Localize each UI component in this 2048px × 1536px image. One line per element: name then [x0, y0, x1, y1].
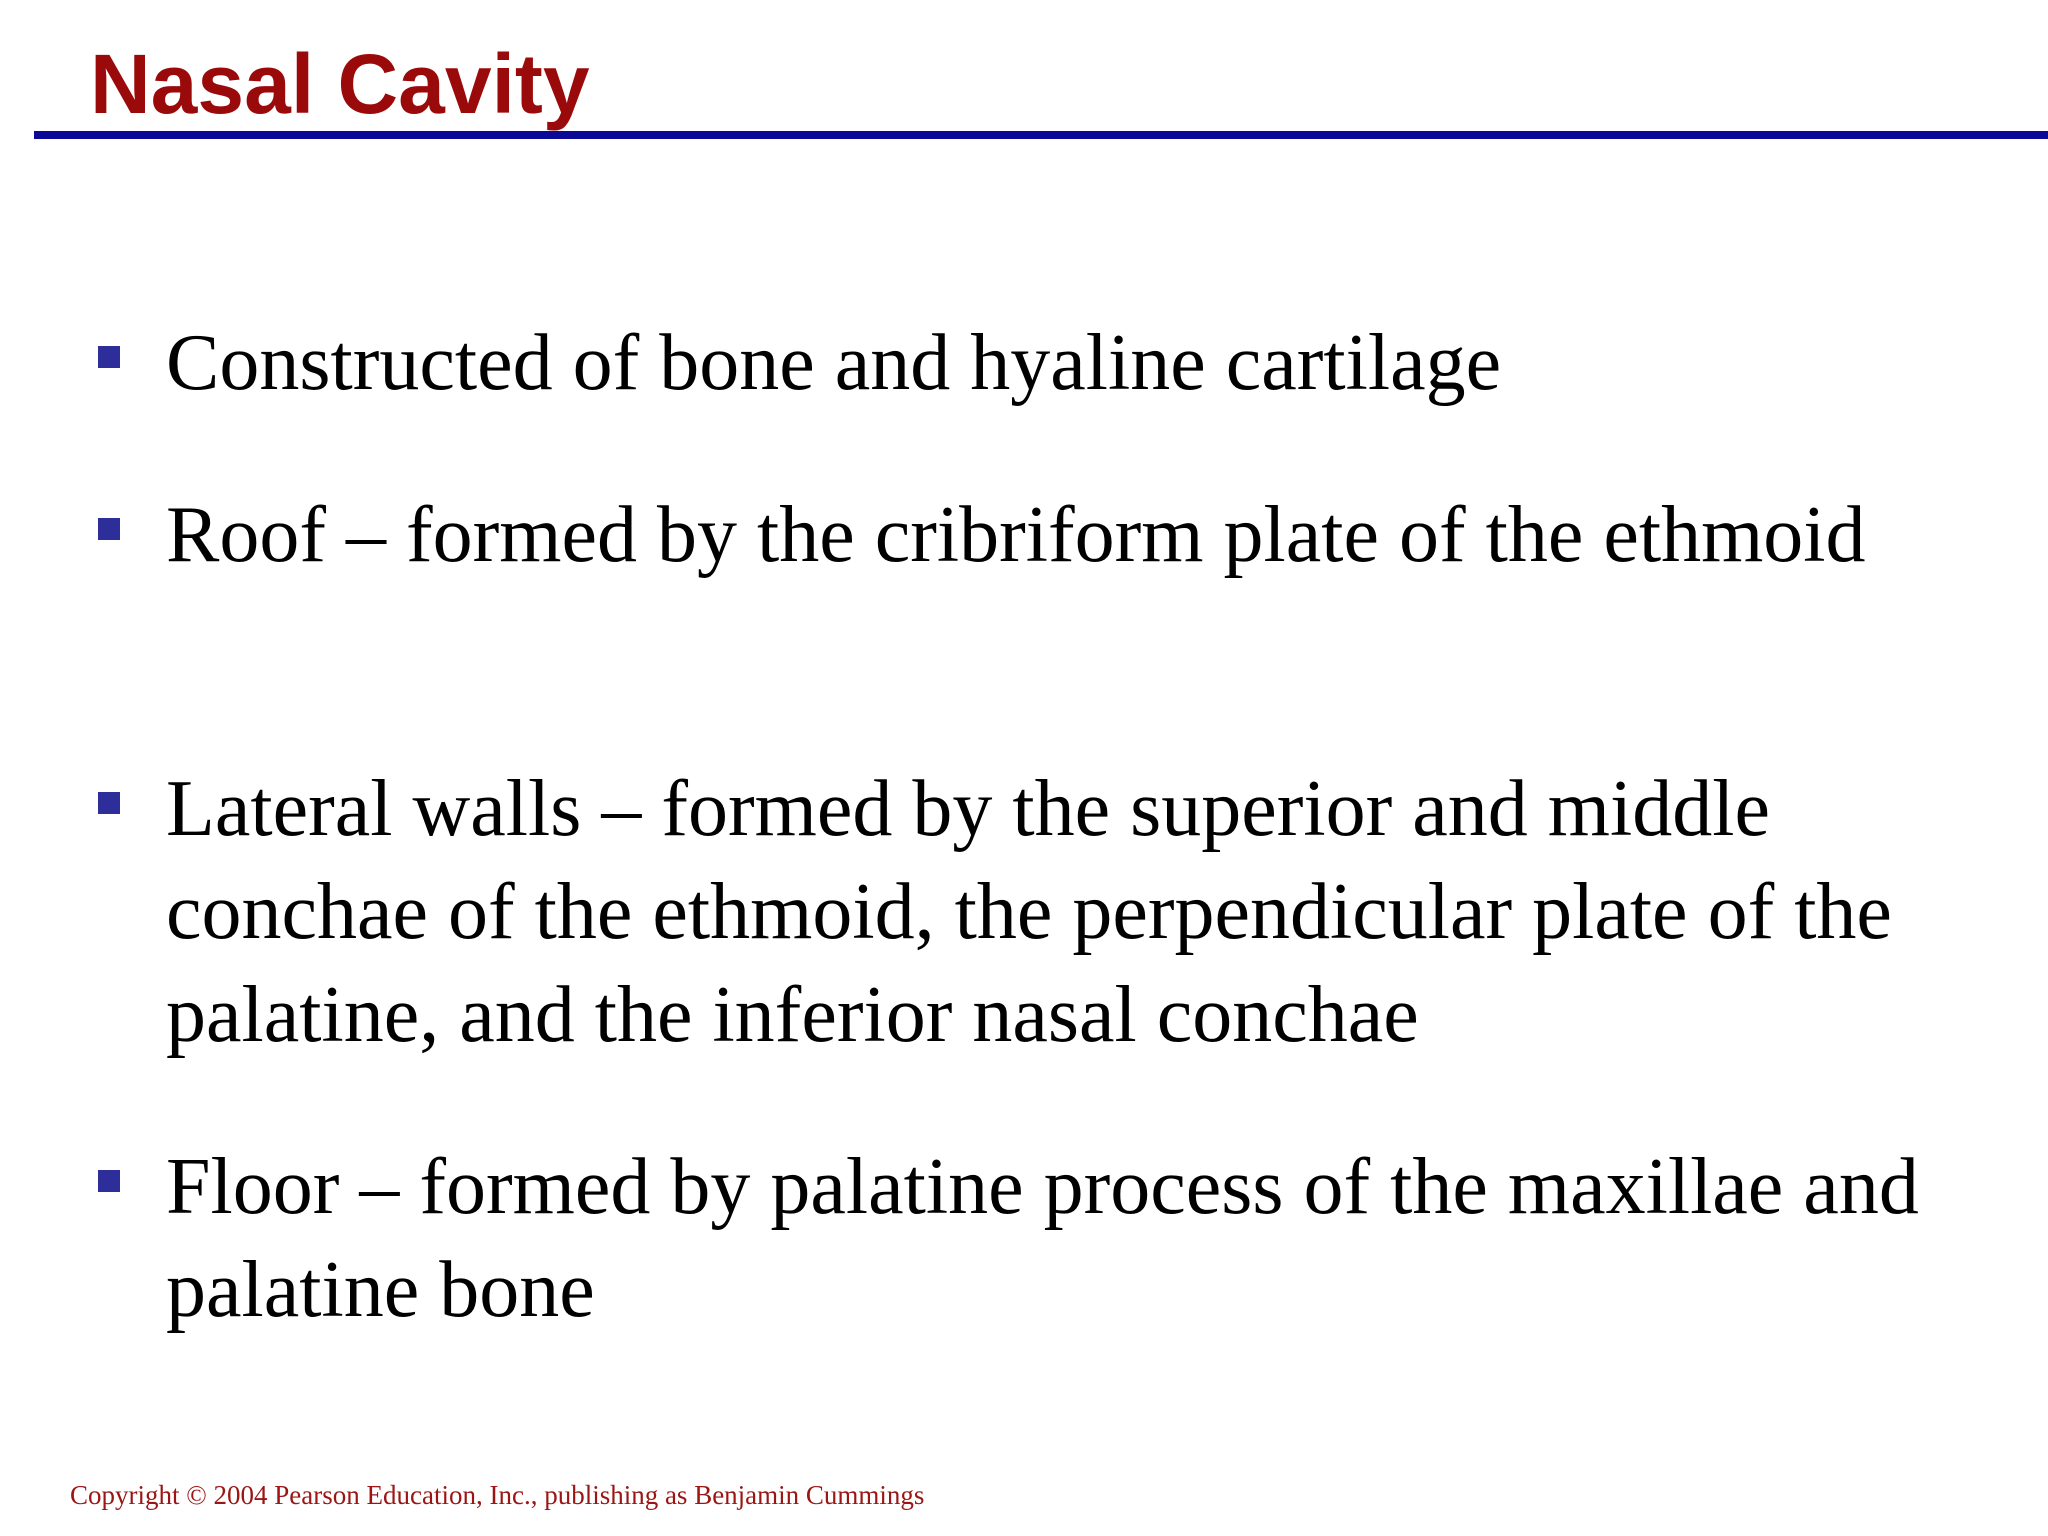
slide-title: Nasal Cavity — [90, 37, 590, 131]
bullet-text: Floor – formed by palatine process of the maxillae and palatine bone — [166, 1143, 1919, 1334]
bullet-text: Constructed of bone and hyaline cartilage — [166, 319, 1502, 407]
bullet-text: Roof – formed by the cribriform plate of the ethmoid — [166, 491, 1866, 579]
bullet-text: Lateral walls – formed by the superior and middle conchae of the ethmoid, the perpendicular plate of the palatine, and the inferior nasal conchae — [166, 765, 1892, 1059]
square-bullet-icon — [98, 518, 120, 540]
square-bullet-icon — [98, 346, 120, 368]
copyright-footer: Copyright © 2004 Pearson Education, Inc., publishing as Benjamin Cummings — [70, 1480, 925, 1510]
square-bullet-icon — [98, 1170, 120, 1192]
square-bullet-icon — [98, 792, 120, 814]
